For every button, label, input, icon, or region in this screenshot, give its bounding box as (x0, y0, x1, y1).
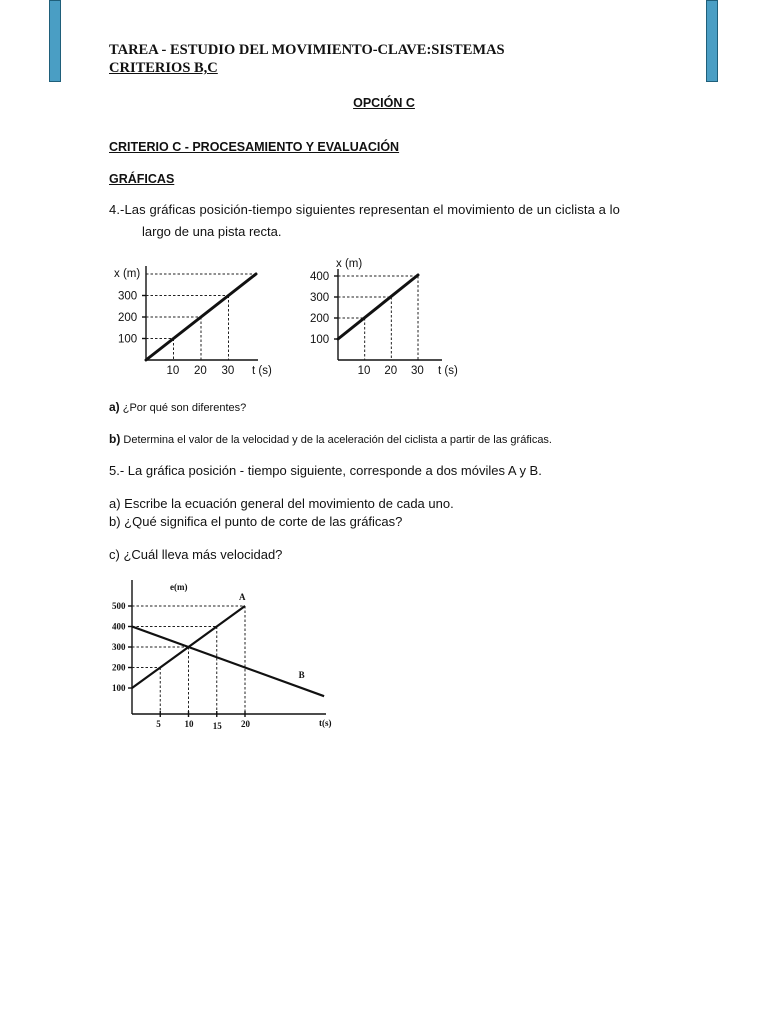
x-axis-label: t (s) (438, 365, 458, 377)
x-axis-label: t(s) (319, 718, 332, 728)
option-heading: OPCIÓN C (353, 96, 415, 110)
left-decorative-bar (49, 0, 61, 82)
y-tick-label: 100 (310, 334, 330, 346)
y-tick-label: 100 (118, 333, 138, 346)
question-5a: a) Escribe la ecuación general del movimiento de cada uno. (109, 496, 454, 511)
y-axis-label: x (m) (114, 268, 141, 280)
document-title: TAREA - ESTUDIO DEL MOVIMIENTO-CLAVE:SISTEMAS (109, 42, 505, 58)
cyclist-line (338, 275, 418, 339)
series-label-a: A (239, 592, 246, 602)
x-tick-label: 10 (357, 365, 371, 377)
x-tick-label: 10 (166, 365, 180, 377)
cyclist-line (146, 274, 256, 360)
series-line-b (132, 627, 324, 697)
document-subtitle: CRITERIOS B,C (109, 60, 218, 76)
y-tick-label: 400 (112, 621, 126, 632)
question-5c: c) ¿Cuál lleva más velocidad? (109, 547, 283, 562)
position-time-graph-ab (110, 576, 342, 736)
y-tick-label: 300 (310, 292, 330, 304)
y-tick-label: 300 (118, 290, 138, 303)
y-tick-label: 200 (310, 313, 330, 325)
section-heading: GRÁFICAS (109, 172, 175, 186)
question-4-line-2: largo de una pista recta. (142, 224, 282, 239)
x-tick-label: 20 (241, 719, 250, 729)
y-tick-label: 200 (112, 662, 126, 673)
x-axis-label: t (s) (252, 365, 272, 377)
y-tick-label: 100 (112, 683, 126, 693)
x-tick-label: 5 (156, 719, 161, 729)
question-5-intro: 5.- La gráfica posición - tiempo siguiente, corresponde a dos móviles A y B. (109, 463, 542, 478)
x-tick-label: 20 (384, 365, 398, 377)
x-tick-label: 15 (212, 721, 222, 731)
y-tick-label: 200 (118, 312, 138, 324)
y-axis-label: e(m) (170, 582, 188, 592)
question-4-line-1: 4.-Las gráficas posición-tiempo siguientes representan el movimiento de un ciclista a lo (109, 202, 621, 217)
position-time-graph-1 (108, 258, 280, 380)
y-tick-label: 300 (112, 642, 126, 652)
x-tick-label: 30 (411, 365, 424, 377)
y-tick-label: 400 (310, 271, 330, 283)
position-time-graph-2 (300, 255, 472, 380)
criterion-heading: CRITERIO C - PROCESAMIENTO Y EVALUACIÓN (109, 140, 400, 154)
question-4b: b) Determina el valor de la velocidad y de la aceleración del ciclista a partir de las gráficas. (109, 432, 552, 446)
series-label-b: B (298, 669, 305, 680)
x-tick-label: 20 (194, 365, 207, 377)
x-tick-label: 30 (221, 365, 235, 377)
x-tick-label: 10 (184, 719, 194, 729)
question-4a: a) ¿Por qué son diferentes? (109, 400, 247, 414)
right-decorative-bar (706, 0, 718, 82)
y-tick-label: 500 (112, 601, 126, 611)
y-axis-label: x (m) (336, 258, 363, 270)
question-5b: b) ¿Qué significa el punto de corte de las gráficas? (109, 514, 403, 529)
